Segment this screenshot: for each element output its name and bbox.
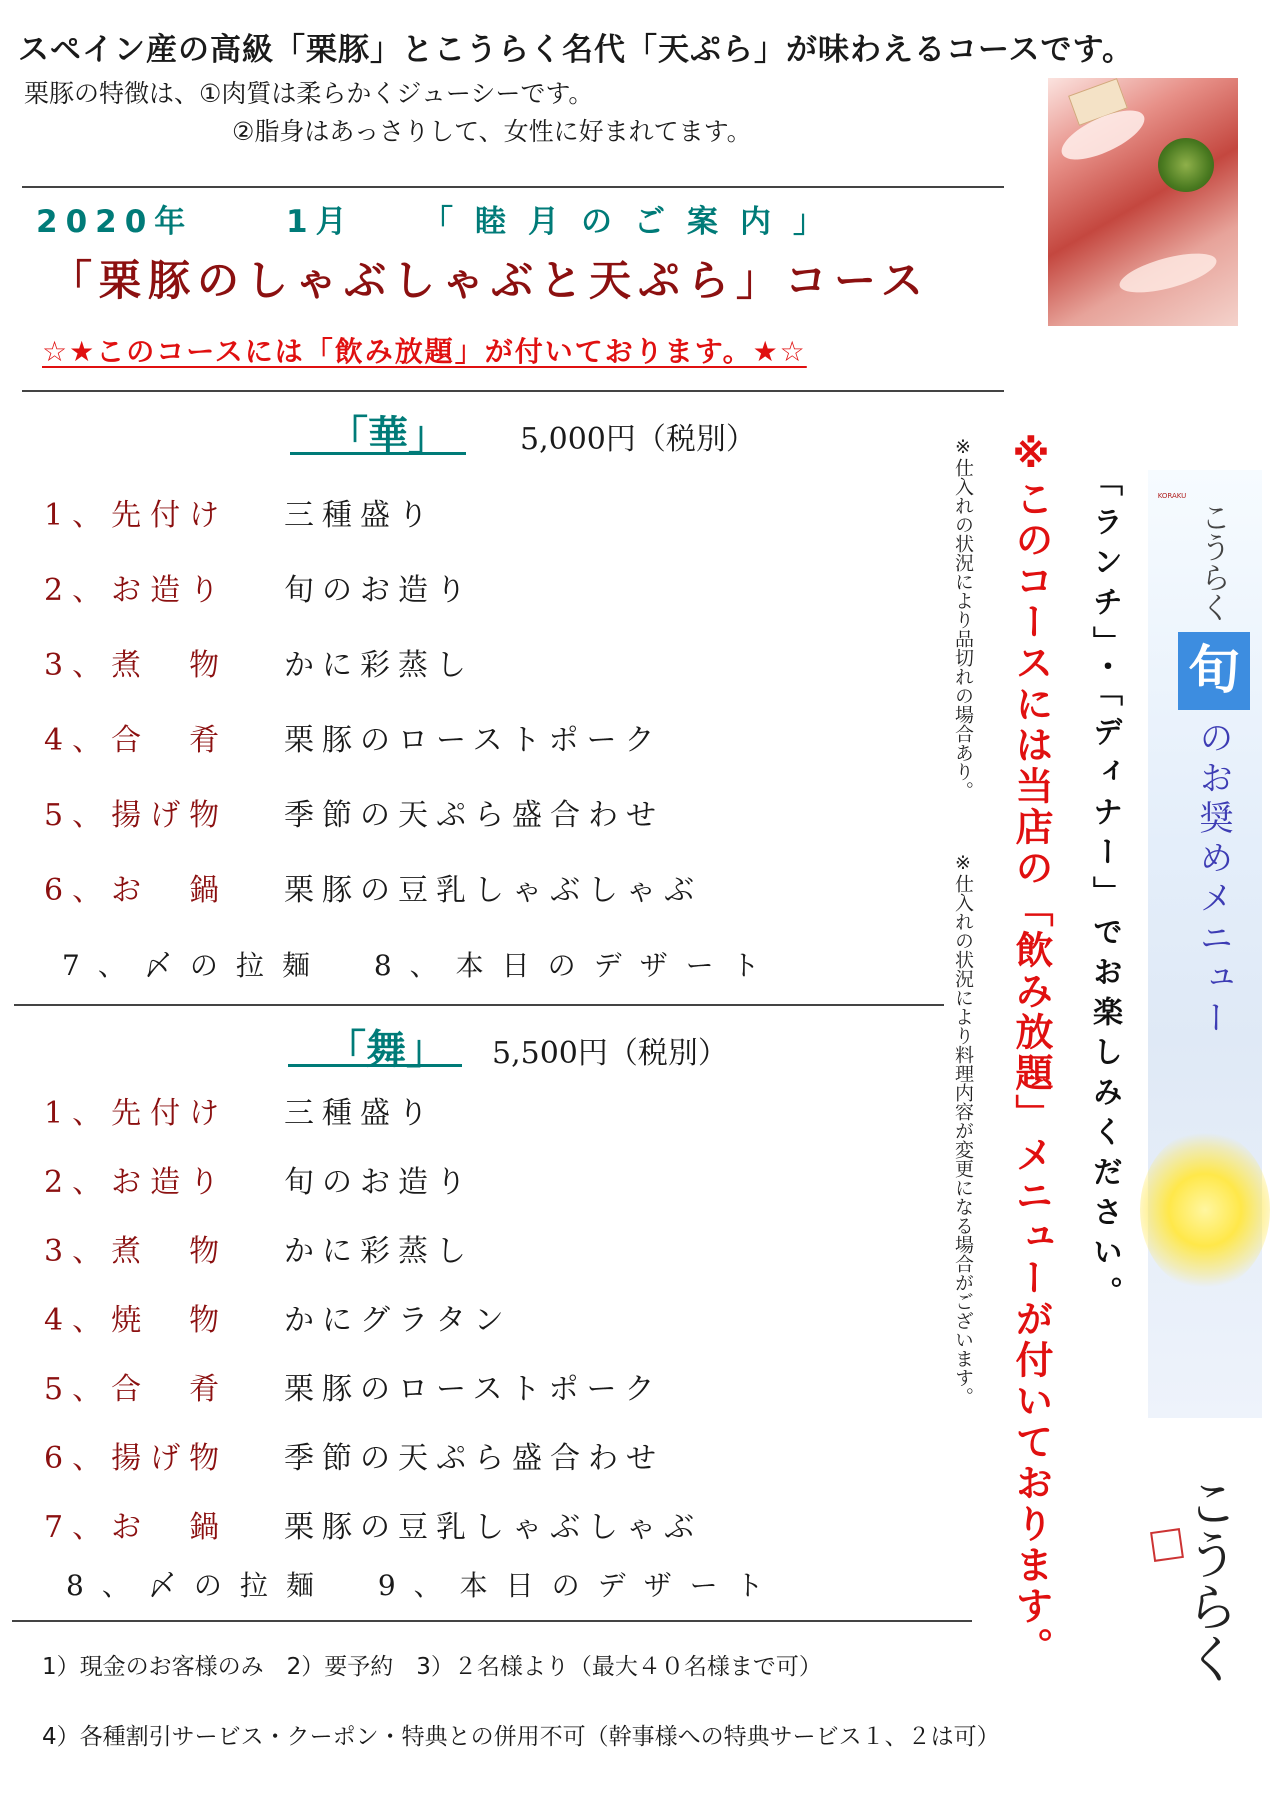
lunch-dinner-note: 「ランチ」・「ディナー」でお楽しみください。 — [1087, 466, 1122, 1316]
feature-line-2: ②脂身はあっさりして、女性に好まれてます。 — [232, 117, 752, 146]
photo-garnish — [1158, 138, 1214, 192]
divider-menu-top — [22, 390, 1004, 392]
drink-notice-vertical: ※このコースには当店の「飲み放題」メニューが付いております。 — [1009, 432, 1053, 1668]
banner-sun-glow — [1140, 1130, 1270, 1290]
menu-item: 4、焼 物 かにグラタン — [44, 1303, 512, 1338]
menu-item: 5、揚げ物 季節の天ぷら盛合わせ — [44, 798, 664, 833]
conditions-line-1: 1）現金のお客様のみ 2）要予約 3）２名様より（最大４０名様まで可） — [42, 1654, 822, 1680]
date-guide: 「睦月のご案内」 — [422, 204, 846, 240]
menu-item: 6、揚げ物 季節の天ぷら盛合わせ — [44, 1441, 664, 1476]
divider-bottom — [12, 1620, 972, 1622]
conditions-line-2: 4）各種割引サービス・クーポン・特典との併用不可（幹事様への特典サービス１、２は可） — [42, 1724, 1000, 1750]
photo-fat-marbling-2 — [1116, 246, 1220, 301]
logo-tag: KORAKU — [1157, 492, 1187, 500]
plan-hana-name: 「華」 — [328, 412, 448, 459]
all-you-can-drink-notice: ☆★このコースには「飲み放題」が付いております。★☆ — [42, 335, 807, 368]
banner-text: のお奨めメニュー — [1193, 720, 1233, 1040]
date-year: 2020年 — [36, 204, 194, 240]
menu-item: 2、お造り 旬のお造り — [44, 573, 474, 608]
course-title: 「栗豚のしゃぶしゃぶと天ぷら」コース — [50, 256, 930, 305]
stock-note: ※仕入れの状況により品切れの場合あり。 — [952, 436, 974, 800]
menu-item: 3、煮 物 かに彩蒸し — [44, 648, 474, 683]
menu-item: 4、合 肴 栗豚のローストポーク — [44, 723, 663, 758]
shun-badge: 旬 — [1178, 632, 1250, 710]
plan-hana-price: 5,000円（税別） — [520, 422, 756, 457]
plan-mai-price: 5,500円（税別） — [492, 1036, 728, 1071]
menu-item: 6、お 鍋 栗豚の豆乳しゃぶしゃぶ — [44, 873, 702, 908]
plan-hana-underline — [290, 452, 466, 455]
divider-top — [22, 186, 1004, 188]
date-month: 1月 — [286, 204, 355, 240]
menu-last-line: 8、〆の拉麺 9、本日のデザート — [66, 1569, 782, 1602]
menu-item: 2、お造り 旬のお造り — [44, 1165, 474, 1200]
headline: スペイン産の高級「栗豚」とこうらく名代「天ぷら」が味わえるコースです。 — [18, 32, 1134, 68]
change-note: ※仕入れの状況により料理内容が変更になる場合がございます。 — [952, 852, 974, 1406]
menu-item: 5、合 肴 栗豚のローストポーク — [44, 1372, 663, 1407]
pork-photo — [1048, 78, 1238, 326]
feature-line-1: 栗豚の特徴は、①肉質は柔らかくジューシーです。 — [24, 79, 594, 108]
menu-item: 1、先付け 三種盛り — [44, 1096, 436, 1131]
plan-mai-name: 「舞」 — [326, 1026, 446, 1073]
koraku-logo-small: こうらく — [1195, 502, 1230, 622]
koraku-logo: こうらく — [1177, 1476, 1237, 1684]
plan-mai-underline — [288, 1064, 462, 1067]
menu-item: 1、先付け 三種盛り — [44, 498, 436, 533]
menu-item: 7、お 鍋 栗豚の豆乳しゃぶしゃぶ — [44, 1510, 702, 1545]
red-seal-stamp — [1150, 1528, 1184, 1562]
divider-mid — [14, 1004, 944, 1006]
menu-last-line: 7、〆の拉麺 8、本日のデザート — [62, 949, 778, 982]
menu-item: 3、煮 物 かに彩蒸し — [44, 1234, 474, 1269]
